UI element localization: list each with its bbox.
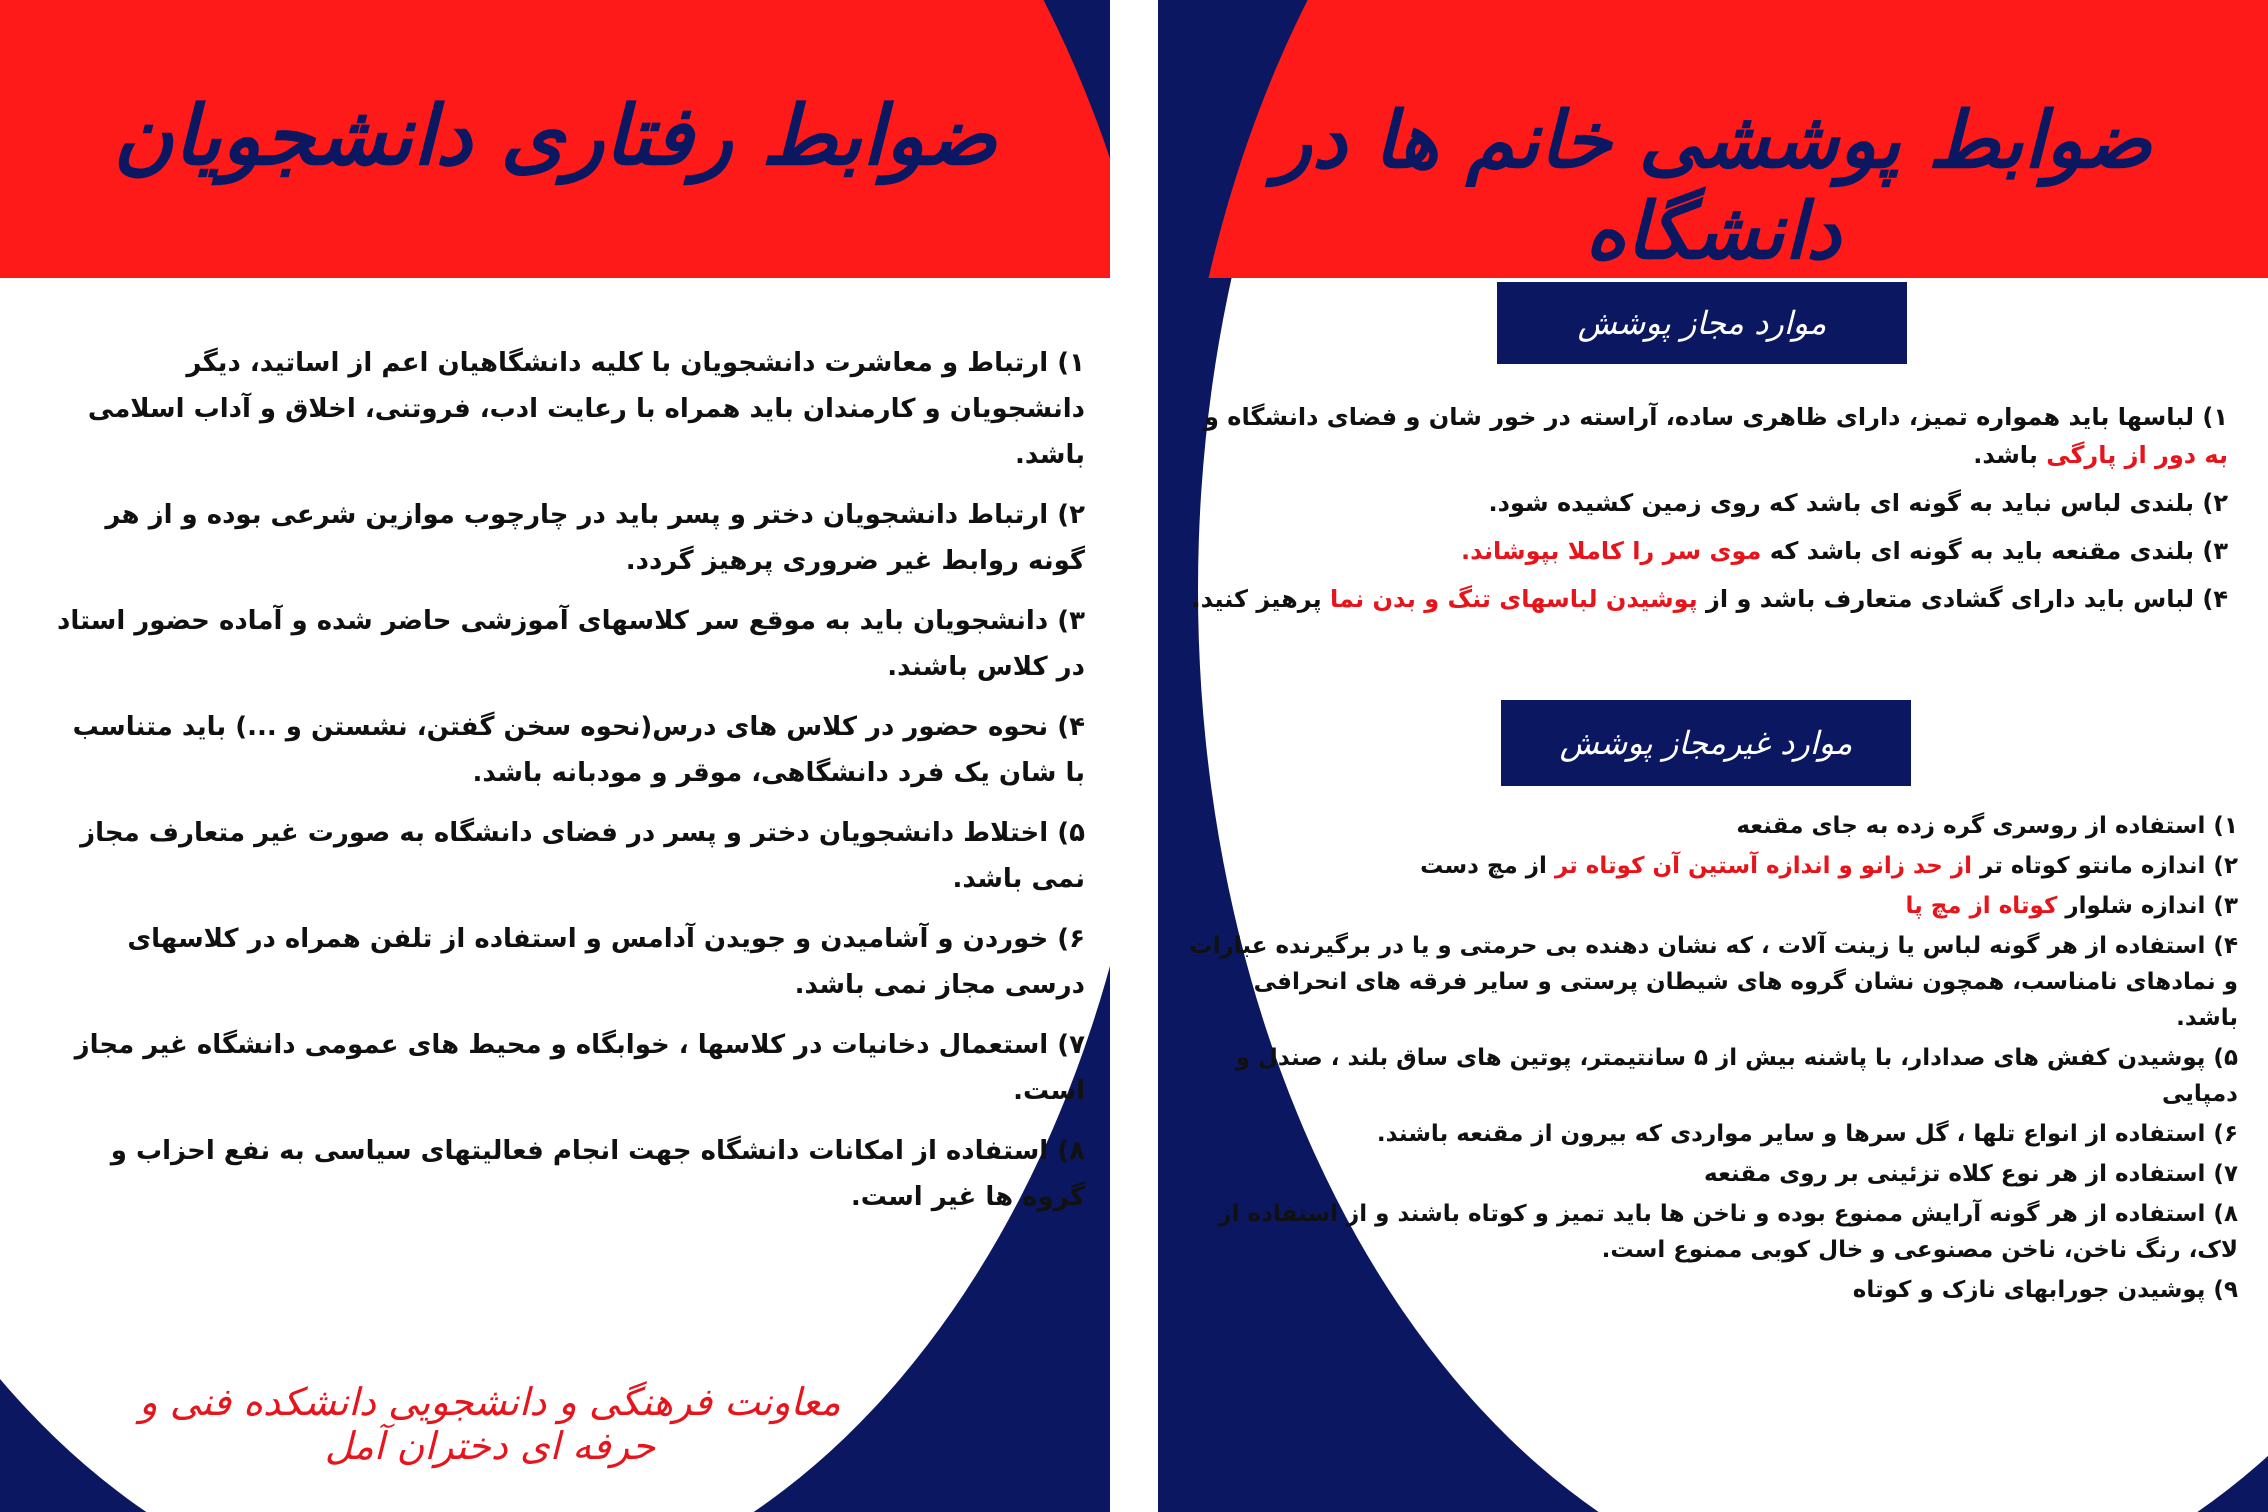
item-text: استفاده از هر گونه آرایش ممنوع بوده و ناخن ها باید تمیز و کوتاه باشند و از استفاده از لاک، رنگ ناخن، ناخن مصنوعی و خال کوبی ممنوع است. xyxy=(1218,1201,2238,1263)
item-text: استفاده از هر گونه لباس یا زینت آلات ، که نشان دهنده بی حرمتی و یا در برگیرنده عبارات و نمادهای نامناسب، همچون نشان گروه های شیطان پرستی و سایر فرقه های انحرافی باشد. xyxy=(1189,933,2238,1031)
list-item xyxy=(45,704,1085,796)
center-gutter xyxy=(1110,0,1158,1512)
item-number: ۱) xyxy=(1048,348,1085,378)
item-text: لباس باید دارای گشادی متعارف باشد و از xyxy=(1697,585,2195,613)
item-number: ۴) xyxy=(1048,712,1085,742)
item-text: استفاده از انواع تلها ، گل سرها و سایر مواردی که بیرون از مقنعه باشند. xyxy=(1376,1121,2206,1147)
list-item xyxy=(1188,1040,2238,1112)
list-item xyxy=(45,810,1085,902)
forbidden-items-list xyxy=(1188,808,2238,1312)
item-text: ارتباط دانشجویان دختر و پسر باید در چارچوب موازین شرعی بوده و از هر گونه روابط غیر ضروری پرهیز گردد. xyxy=(105,500,1085,576)
credit-line: معاونت فرهنگی و دانشجویی دانشکده فنی و حرفه ای دختران آمل xyxy=(139,1380,841,1468)
item-text: دانشجویان باید به موقع سر کلاسهای آموزشی حاضر شده و آماده حضور استاد در کلاس باشند. xyxy=(57,606,1085,682)
item-number: ۱) xyxy=(2194,403,2228,431)
highlighted-text: پوشیدن لباسهای تنگ و بدن نما xyxy=(1330,585,1698,613)
item-number: ۳) xyxy=(1048,606,1085,636)
item-text: از مچ دست xyxy=(1420,853,1555,879)
item-text: ارتباط و معاشرت دانشجویان با کلیه دانشگاهیان اعم از اساتید، دیگر دانشجویان و کارمندان باید همراه با رعایت ادب، فروتنی، اخلاق و آداب اسلامی باشد. xyxy=(87,348,1085,470)
item-text: بلندی مقنعه باید به گونه ای باشد که xyxy=(1761,537,2195,565)
behavior-items-list xyxy=(45,340,1085,1234)
list-item xyxy=(45,340,1085,478)
list-item xyxy=(1188,1116,2238,1152)
list-item xyxy=(1188,848,2238,884)
item-number: ۶) xyxy=(1048,924,1085,954)
item-text: استفاده از روسری گره زده به جای مقنعه xyxy=(1736,813,2206,839)
item-text: لباسها باید همواره تمیز، دارای ظاهری ساده، آراسته در خور شان و فضای دانشگاه و xyxy=(1204,403,2195,431)
list-item xyxy=(1188,580,2228,618)
item-number: ۵) xyxy=(2205,1045,2238,1071)
list-item xyxy=(45,1022,1085,1114)
list-item xyxy=(45,598,1085,690)
list-item xyxy=(1188,928,2238,1036)
item-text: استفاده از هر نوع کلاه تزئینی بر روی مقنعه xyxy=(1704,1161,2206,1187)
item-number: ۹) xyxy=(2205,1277,2238,1303)
item-number: ۳) xyxy=(2194,537,2228,565)
list-item xyxy=(45,1128,1085,1220)
behavior-rules-panel xyxy=(0,0,1110,1512)
item-number: ۲) xyxy=(1048,500,1085,530)
item-number: ۴) xyxy=(2205,933,2238,959)
list-item xyxy=(1188,484,2228,522)
item-number: ۵) xyxy=(1048,818,1085,848)
dress-code-panel xyxy=(1158,0,2268,1512)
item-text: پرهیز کنید. xyxy=(1191,585,1331,613)
item-text: پوشیدن کفش های صدادار، با پاشنه بیش از ۵ سانتیمتر، پوتین های ساق بلند ، صندل و دمپایی xyxy=(1235,1045,2238,1107)
list-item xyxy=(1188,398,2228,474)
item-text: اختلاط دانشجویان دختر و پسر در فضای دانشگاه به صورت غیر متعارف مجاز نمی باشد. xyxy=(80,818,1085,894)
allowed-label: موارد مجاز پوشش xyxy=(1497,282,1907,364)
item-text: بلندی لباس نباید به گونه ای باشد که روی زمین کشیده شود. xyxy=(1488,489,2195,517)
item-text: اندازه شلوار xyxy=(2057,893,2206,919)
highlighted-text: از حد زانو و اندازه آستین آن کوتاه تر xyxy=(1554,853,1972,879)
allowed-items-list xyxy=(1188,398,2228,628)
highlighted-text: موی سر را کاملا بپوشاند. xyxy=(1460,537,1762,565)
behavior-rules-title: ضوابط رفتاری دانشجویان xyxy=(113,88,997,184)
list-item xyxy=(1188,888,2238,924)
list-item xyxy=(45,916,1085,1008)
item-text: استعمال دخانیات در کلاسها ، خوابگاه و محیط های عمومی دانشگاه غیر مجاز است. xyxy=(74,1030,1085,1106)
item-number: ۸) xyxy=(2205,1201,2238,1227)
highlighted-text: به دور از پارگی xyxy=(2046,441,2228,469)
item-number: ۶) xyxy=(2205,1121,2238,1147)
list-item xyxy=(45,492,1085,584)
item-text: نحوه حضور در کلاس های درس(نحوه سخن گفتن، نشستن و ...) باید متناسب با شان یک فرد دانشگاهی، موقر و مودبانه باشد. xyxy=(72,712,1085,788)
item-number: ۲) xyxy=(2205,853,2238,879)
highlighted-text: کوتاه از مچ پا xyxy=(1905,893,2058,919)
item-text: پوشیدن جورابهای نازک و کوتاه xyxy=(1852,1277,2206,1303)
dress-code-title: ضوابط پوششی خانم ها در دانشگاه xyxy=(1274,95,2152,277)
list-item xyxy=(1188,1272,2238,1308)
list-item xyxy=(1188,532,2228,570)
item-text: باشد. xyxy=(1973,441,2047,469)
item-number: ۴) xyxy=(2194,585,2228,613)
item-number: ۱) xyxy=(2205,813,2238,839)
item-number: ۷) xyxy=(2205,1161,2238,1187)
item-text: استفاده از امکانات دانشگاه جهت انجام فعالیتهای سیاسی به نفع احزاب و گروه ها غیر است. xyxy=(110,1136,1085,1212)
list-item xyxy=(1188,1156,2238,1192)
list-item xyxy=(1188,1196,2238,1268)
item-text: خوردن و آشامیدن و جویدن آدامس و استفاده از تلفن همراه در کلاسهای درسی مجاز نمی باشد. xyxy=(127,924,1085,1000)
item-number: ۷) xyxy=(1048,1030,1085,1060)
forbidden-label: موارد غیرمجاز پوشش xyxy=(1501,700,1911,786)
item-text: اندازه مانتو کوتاه تر xyxy=(1971,853,2206,879)
list-item xyxy=(1188,808,2238,844)
item-number: ۸) xyxy=(1048,1136,1085,1166)
item-number: ۳) xyxy=(2205,893,2238,919)
item-number: ۲) xyxy=(2194,489,2228,517)
